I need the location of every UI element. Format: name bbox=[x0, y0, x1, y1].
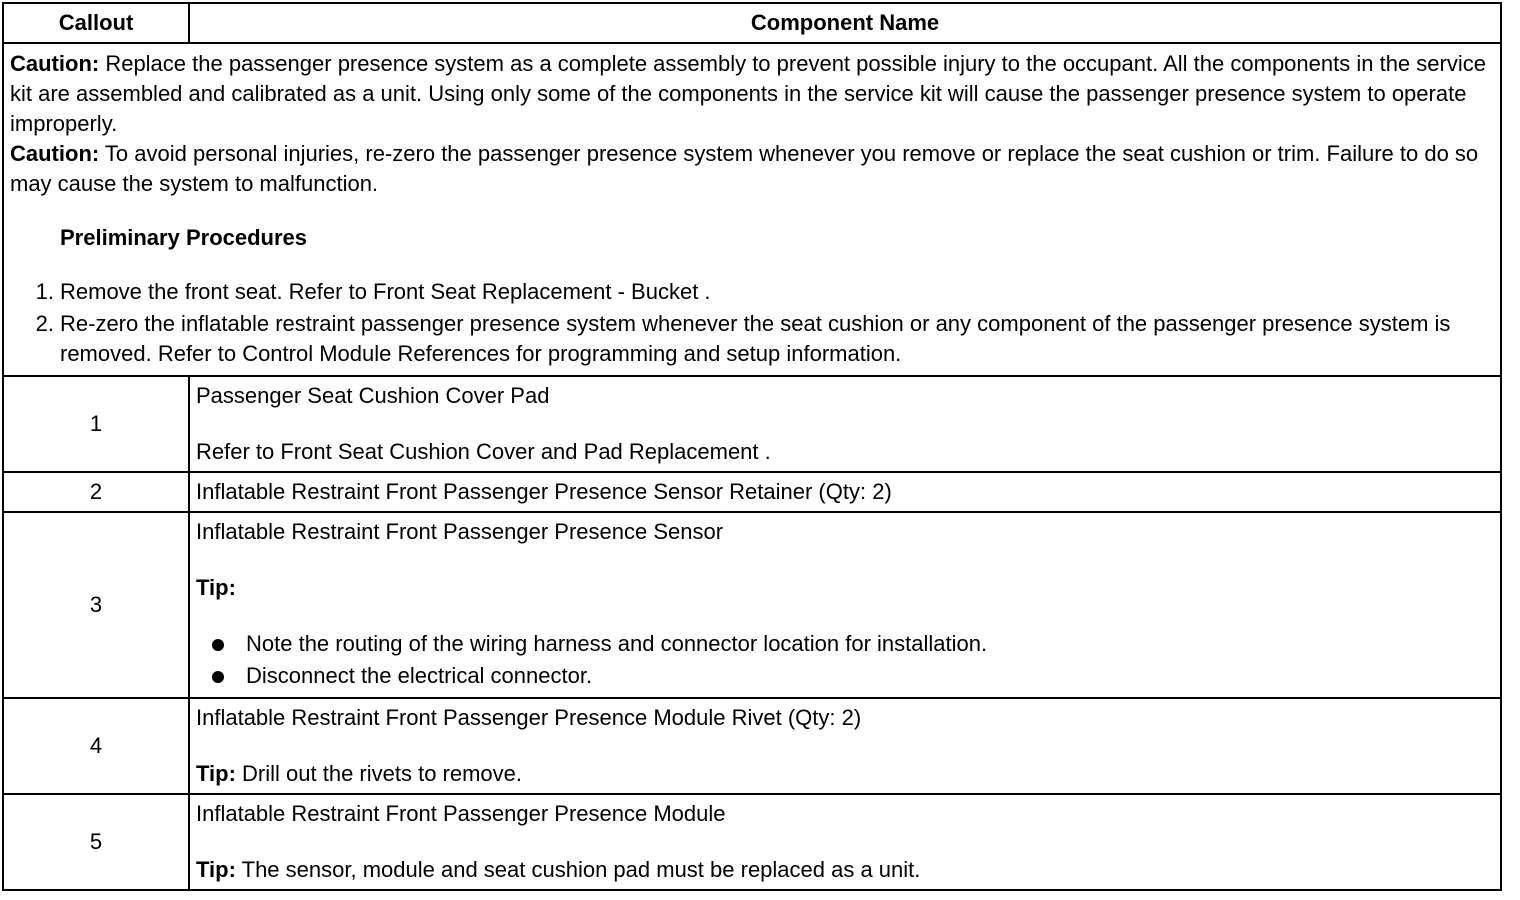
tip-bullets bbox=[196, 629, 1494, 691]
bullet-text: Note the routing of the wiring harness and connector location for installation. bbox=[246, 631, 988, 656]
bullet-item bbox=[246, 661, 1494, 691]
component-cell bbox=[189, 794, 1501, 890]
component-cell bbox=[189, 698, 1501, 794]
component-name: Inflatable Restraint Front Passenger Presence Sensor bbox=[196, 519, 724, 544]
component-cell bbox=[189, 376, 1501, 472]
step-text: Remove the front seat. Refer to Front Seat Replacement - Bucket . bbox=[60, 279, 711, 304]
tip-label: Tip: bbox=[196, 761, 236, 786]
step-number: 2. bbox=[35, 311, 54, 336]
step-number: 1. bbox=[35, 279, 54, 304]
caution-2-text: To avoid personal injuries, re-zero the passenger presence system whenever you remove or replace the seat cushion or trim. Failure to do so may cause the system to malfunction. bbox=[10, 141, 1479, 196]
header-row bbox=[3, 3, 1501, 43]
tip-text: Drill out the rivets to remove. bbox=[235, 761, 523, 786]
callout-cell: 2 bbox=[3, 472, 189, 512]
component-note: Refer to Front Seat Cushion Cover and Pad Replacement . bbox=[196, 439, 771, 464]
tip-text: The sensor, module and seat cushion pad must be replaced as a unit. bbox=[235, 857, 921, 882]
tip-label: Tip: bbox=[196, 575, 236, 600]
intro-cell bbox=[3, 43, 1501, 376]
caution-1-label: Caution: bbox=[10, 51, 100, 76]
caution-1-text: Replace the passenger presence system as a complete assembly to prevent possible injury to the occupant. All the components in the service kit are assembled and calibrated as a unit. Using only some of the components in the service kit will cause the passenger presence system to operate improperly. bbox=[10, 51, 1486, 136]
preliminary-steps bbox=[10, 277, 1494, 369]
callout-cell: 1 bbox=[3, 376, 189, 472]
caution-2-label: Caution: bbox=[10, 141, 100, 166]
tip-line bbox=[196, 855, 1494, 885]
component-name: Inflatable Restraint Front Passenger Presence Sensor Retainer (Qty: 2) bbox=[196, 479, 892, 504]
component-name: Inflatable Restraint Front Passenger Presence Module bbox=[196, 801, 726, 826]
bullet-icon bbox=[212, 671, 224, 683]
callout-cell: 4 bbox=[3, 698, 189, 794]
table-row bbox=[3, 512, 1501, 698]
step-item bbox=[35, 277, 1494, 307]
bullet-item bbox=[246, 629, 1494, 659]
component-table bbox=[2, 2, 1502, 891]
callout-cell: 3 bbox=[3, 512, 189, 698]
component-cell bbox=[189, 512, 1501, 698]
step-text: Re-zero the inflatable restraint passenger presence system whenever the seat cushion or any component of the passenger presence system is removed. Refer to Control Module References for programming and setup information. bbox=[60, 311, 1451, 366]
table-row bbox=[3, 698, 1501, 794]
caution-1 bbox=[10, 49, 1494, 139]
header-component-name: Component Name bbox=[189, 3, 1501, 43]
tip-label: Tip: bbox=[196, 857, 236, 882]
preliminary-procedures-title: Preliminary Procedures bbox=[60, 225, 308, 250]
table-row bbox=[3, 794, 1501, 890]
step-item bbox=[35, 309, 1494, 369]
tip-line bbox=[196, 759, 1494, 789]
bullet-icon bbox=[212, 639, 224, 651]
header-callout: Callout bbox=[3, 3, 189, 43]
callout-cell: 5 bbox=[3, 794, 189, 890]
caution-2 bbox=[10, 139, 1494, 199]
table-row bbox=[3, 472, 1501, 512]
intro-row bbox=[3, 43, 1501, 376]
component-name: Inflatable Restraint Front Passenger Presence Module Rivet (Qty: 2) bbox=[196, 705, 862, 730]
bullet-text: Disconnect the electrical connector. bbox=[246, 663, 593, 688]
component-name: Passenger Seat Cushion Cover Pad bbox=[196, 383, 550, 408]
component-cell bbox=[189, 472, 1501, 512]
table-row bbox=[3, 376, 1501, 472]
